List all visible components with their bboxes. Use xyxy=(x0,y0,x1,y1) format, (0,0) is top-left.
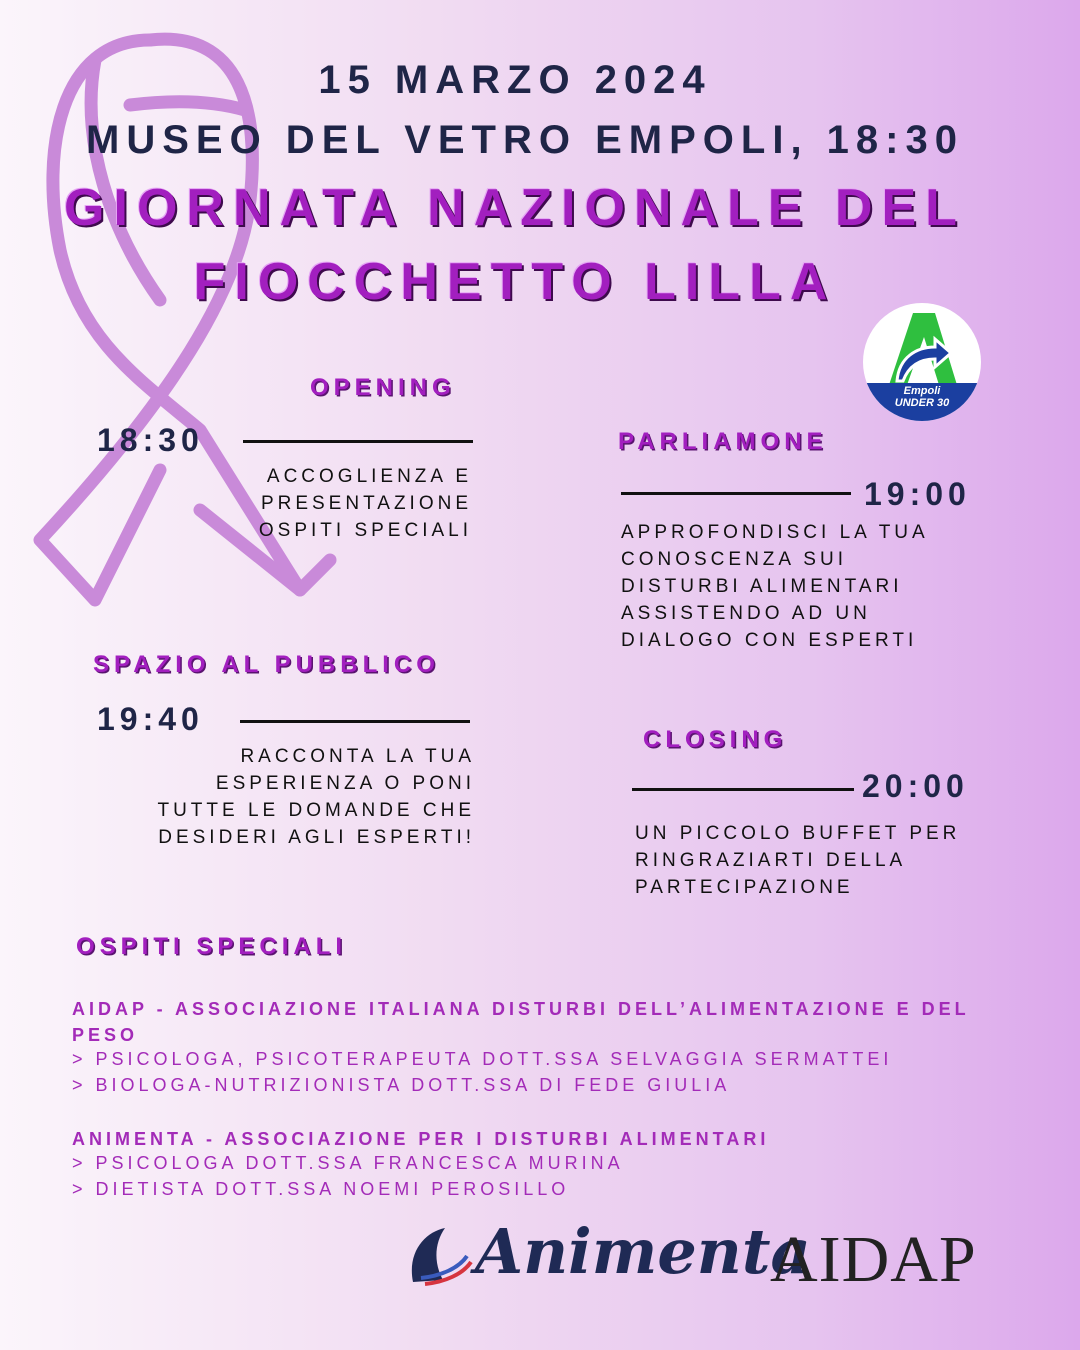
event-title-line2: FIOCCHETTO LILLA xyxy=(193,253,837,311)
spazio-divider xyxy=(240,720,470,723)
closing-desc-line: RINGRAZIARTI DELLA xyxy=(635,850,907,871)
parliamone-desc-line: APPROFONDISCI LA TUA xyxy=(621,522,929,543)
closing-title: CLOSING xyxy=(643,726,788,753)
opening-desc-line: OSPITI SPECIALI xyxy=(258,520,472,541)
parliamone-desc-line: CONOSCENZA SUI xyxy=(621,549,847,570)
closing-desc-line: PARTECIPAZIONE xyxy=(635,877,854,898)
spazio-description xyxy=(120,743,475,851)
spazio-title: SPAZIO AL PUBBLICO xyxy=(93,651,440,678)
event-title-line1: GIORNATA NAZIONALE DEL xyxy=(64,179,966,237)
animenta-logo: Animenta xyxy=(475,1215,811,1288)
opening-desc-line: ACCOGLIENZA E xyxy=(266,466,472,487)
guest-org-animenta: ANIMENTA - ASSOCIAZIONE PER I DISTURBI ALIMENTARI xyxy=(72,1129,770,1149)
closing-time: 20:00 xyxy=(862,768,969,804)
guests-title: OSPITI SPECIALI xyxy=(76,933,348,960)
opening-title: OPENING xyxy=(310,374,456,401)
guest-item: > DIETISTA DOTT.SSA NOEMI PEROSILLO xyxy=(72,1179,570,1199)
logo-text-empoli: Empoli xyxy=(903,385,941,397)
spazio-desc-line: ESPERIENZA O PONI xyxy=(215,773,475,794)
closing-divider xyxy=(632,788,854,791)
parliamone-divider xyxy=(621,492,851,495)
empoli-under30-logo xyxy=(863,303,981,421)
parliamone-desc-line: ASSISTENDO AD UN xyxy=(621,603,871,624)
guest-item: > BIOLOGA-NUTRIZIONISTA DOTT.SSA DI FEDE GIULIA xyxy=(72,1075,731,1095)
logo-text-under30: UNDER 30 xyxy=(894,397,950,409)
parliamone-description xyxy=(621,519,1041,654)
opening-time: 18:30 xyxy=(97,422,204,458)
spazio-desc-line: DESIDERI AGLI ESPERTI! xyxy=(158,827,475,848)
aidap-logo: AIDAP xyxy=(770,1223,977,1296)
event-date: 15 MARZO 2024 xyxy=(318,58,712,102)
parliamone-desc-line: DIALOGO CON ESPERTI xyxy=(621,630,918,651)
opening-desc-line: PRESENTAZIONE xyxy=(260,493,472,514)
spazio-desc-line: RACCONTA LA TUA xyxy=(240,746,475,767)
parliamone-title: PARLIAMONE xyxy=(618,428,828,455)
guest-org-aidap: AIDAP - ASSOCIAZIONE ITALIANA DISTURBI DELL’ALIMENTAZIONE E DEL PESO xyxy=(72,999,970,1045)
parliamone-desc-line: DISTURBI ALIMENTARI xyxy=(621,576,903,597)
guest-item: > PSICOLOGA, PSICOTERAPEUTA DOTT.SSA SELVAGGIA SERMATTEI xyxy=(72,1049,893,1069)
event-venue: MUSEO DEL VETRO EMPOLI, 18:30 xyxy=(86,118,964,162)
opening-divider xyxy=(243,440,473,443)
opening-description xyxy=(200,463,472,544)
parliamone-time: 19:00 xyxy=(864,476,971,512)
spazio-desc-line: TUTTE LE DOMANDE CHE xyxy=(157,800,475,821)
spazio-time: 19:40 xyxy=(97,701,204,737)
guest-item: > PSICOLOGA DOTT.SSA FRANCESCA MURINA xyxy=(72,1153,624,1173)
closing-desc-line: UN PICCOLO BUFFET PER xyxy=(635,823,961,844)
animenta-leaf-icon xyxy=(405,1222,475,1292)
closing-description xyxy=(635,820,1055,901)
logo-a-arrow-icon xyxy=(883,309,961,387)
